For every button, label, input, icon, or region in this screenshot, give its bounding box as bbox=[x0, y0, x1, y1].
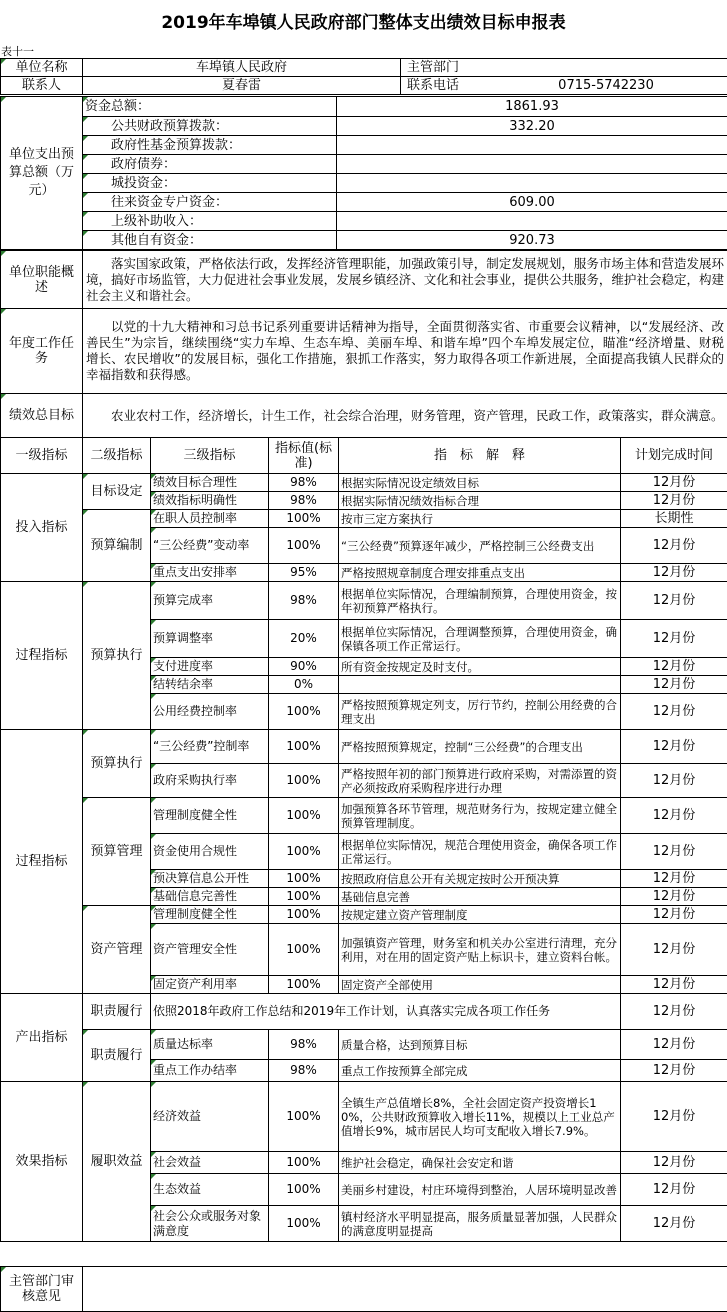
functions-label: 单位职能概述 bbox=[1, 251, 83, 309]
indicator-row bbox=[1, 1030, 727, 1060]
budget-row-label: 政府债券： bbox=[83, 155, 337, 174]
completion-time: 12月份 bbox=[621, 1152, 727, 1174]
level2-indicator: 目标设定 bbox=[83, 474, 151, 510]
indicator-row bbox=[1, 906, 727, 924]
budget-row-label: 上级补助收入： bbox=[83, 212, 337, 231]
level2-indicator: 职责履行 bbox=[83, 994, 151, 1030]
indicator-explanation: 重点工作按预算全部完成 bbox=[339, 1060, 621, 1082]
completion-time: 12月份 bbox=[621, 870, 727, 888]
indicator-value: 100% bbox=[269, 1082, 339, 1152]
indicator-value: 20% bbox=[269, 620, 339, 658]
budget-row-value bbox=[337, 155, 727, 174]
indicator-table bbox=[0, 437, 727, 1242]
indicator-value: 100% bbox=[269, 834, 339, 870]
indicator-value: 100% bbox=[269, 924, 339, 976]
completion-time: 12月份 bbox=[621, 764, 727, 798]
completion-time: 12月份 bbox=[621, 582, 727, 620]
completion-time: 12月份 bbox=[621, 730, 727, 764]
indicator-value: 98% bbox=[269, 492, 339, 510]
indicator-explanation: 严格按照规章制度合理安排重点支出 bbox=[339, 564, 621, 582]
indicator-explanation: 维护社会稳定，确保社会安定和谐 bbox=[339, 1152, 621, 1174]
phone-value: 0715-5742230 bbox=[558, 78, 654, 93]
indicator-explanation: 按规定建立资产管理制度 bbox=[339, 906, 621, 924]
level2-indicator: 预算管理 bbox=[83, 798, 151, 906]
budget-row-value bbox=[337, 136, 727, 155]
indicator-explanation: 所有资金按规定及时支付。 bbox=[339, 658, 621, 676]
level1-indicator: 效果指标 bbox=[1, 1082, 83, 1242]
indicator-value: 0% bbox=[269, 676, 339, 694]
indicator-explanation: 加强预算各环节管理，规范财务行为，按规定建立健全预算管理制度。 bbox=[339, 798, 621, 834]
indicator-value: 100% bbox=[269, 1206, 339, 1242]
indicator-explanation: 严格按照年初的部门预算进行政府采购，对需添置的资产必须按政府采购程序进行办理 bbox=[339, 764, 621, 798]
indicator-explanation: 固定资产全部使用 bbox=[339, 976, 621, 994]
tasks-text: 以党的十九大精神和习总书记系列重要讲话精神为指导，全面贯彻落实省、市重要会议精神，以“发展经济、改善民生”为宗旨，继续围绕“实力车埠、生态车埠、美丽车埠、和谐车埠”四个车埠发展定位，瞄准“经济增量、财税增长、农民增收”的发展目标，强化工作措施，狠抓工作落实，努力取得各项工作新进展，全面提高我镇人民群众的幸福指数和获得感。 bbox=[83, 309, 727, 394]
completion-time: 12月份 bbox=[621, 1082, 727, 1152]
contact-label: 联系人 bbox=[1, 77, 83, 95]
info-table bbox=[0, 58, 727, 95]
completion-time: 12月份 bbox=[621, 474, 727, 492]
budget-row-label: 公共财政预算拨款： bbox=[83, 117, 337, 136]
indicator-value: 100% bbox=[269, 976, 339, 994]
level3-indicator: 结转结余率 bbox=[151, 676, 269, 694]
budget-row-value: 920.73 bbox=[337, 231, 727, 250]
indicator-value: 90% bbox=[269, 658, 339, 676]
completion-time: 12月份 bbox=[621, 994, 727, 1030]
indicator-value: 100% bbox=[269, 906, 339, 924]
indicator-explanation: 质量合格，达到预算目标 bbox=[339, 1030, 621, 1060]
functions-text: 落实国家政策，严格依法行政，发挥经济管理职能，加强政策引导，制定发展规划，服务市场主体和营造发展环境，搞好市场监管，大力促进社会事业发展，发展乡镇经济、文化和社会事业，提供公共服务，维护社会稳定，构建社会主义和谐社会。 bbox=[83, 251, 727, 309]
indicator-value: 95% bbox=[269, 564, 339, 582]
completion-time: 12月份 bbox=[621, 1206, 727, 1242]
indicator-row bbox=[1, 798, 727, 834]
level3-indicator: 重点工作办结率 bbox=[151, 1060, 269, 1082]
level3-indicator: 预算调整率 bbox=[151, 620, 269, 658]
level3-indicator: 质量达标率 bbox=[151, 1030, 269, 1060]
tasks-label: 年度工作任务 bbox=[1, 309, 83, 394]
merged-indicator-text: 依照2018年政府工作总结和2019年工作计划，认真落实完成各项工作任务 bbox=[151, 994, 621, 1030]
indicator-row bbox=[1, 730, 727, 764]
budget-row-label: 资金总额： bbox=[83, 97, 337, 117]
level3-indicator: 绩效指标明确性 bbox=[151, 492, 269, 510]
budget-row-value bbox=[337, 212, 727, 231]
review-label: 主管部门审核意见 bbox=[1, 1267, 83, 1312]
level3-indicator: 资产管理安全性 bbox=[151, 924, 269, 976]
level2-indicator: 职责履行 bbox=[83, 1030, 151, 1082]
budget-row-value: 1861.93 bbox=[337, 97, 727, 117]
indicator-value: 100% bbox=[269, 870, 339, 888]
header-level2: 二级指标 bbox=[83, 438, 151, 474]
level3-indicator: 管理制度健全性 bbox=[151, 798, 269, 834]
completion-time: 12月份 bbox=[621, 492, 727, 510]
level2-indicator: 预算执行 bbox=[83, 582, 151, 730]
budget-row-label: 往来资金专户资金： bbox=[83, 193, 337, 212]
unit-name-value: 车埠镇人民政府 bbox=[83, 59, 401, 77]
header-explanation: 指 标 解 释 bbox=[339, 438, 621, 474]
indicator-value: 100% bbox=[269, 1174, 339, 1206]
completion-time: 12月份 bbox=[621, 1174, 727, 1206]
level3-indicator: 支付进度率 bbox=[151, 658, 269, 676]
completion-time: 12月份 bbox=[621, 676, 727, 694]
indicator-value: 100% bbox=[269, 694, 339, 730]
indicator-explanation: 根据实际情况绩效指标合理 bbox=[339, 492, 621, 510]
completion-time: 12月份 bbox=[621, 694, 727, 730]
indicator-explanation: 根据单位实际情况，规范合理使用资金，确保各项工作正常运行。 bbox=[339, 834, 621, 870]
indicator-value: 98% bbox=[269, 1060, 339, 1082]
completion-time: 12月份 bbox=[621, 888, 727, 906]
level3-indicator: “三公经费”控制率 bbox=[151, 730, 269, 764]
header-level3: 三级指标 bbox=[151, 438, 269, 474]
header-level1: 一级指标 bbox=[1, 438, 83, 474]
indicator-explanation: 严格按照预算规定，控制“三公经费”的合理支出 bbox=[339, 730, 621, 764]
indicator-explanation: 按市三定方案执行 bbox=[339, 510, 621, 528]
completion-time: 12月份 bbox=[621, 1030, 727, 1060]
indicator-value: 100% bbox=[269, 730, 339, 764]
level2-indicator: 资产管理 bbox=[83, 906, 151, 994]
level1-indicator: 投入指标 bbox=[1, 474, 83, 582]
completion-time: 12月份 bbox=[621, 620, 727, 658]
indicator-value: 100% bbox=[269, 510, 339, 528]
level3-indicator: 重点支出安排率 bbox=[151, 564, 269, 582]
level3-indicator: 管理制度健全性 bbox=[151, 906, 269, 924]
level3-indicator: 固定资产利用率 bbox=[151, 976, 269, 994]
indicator-explanation: 美丽乡村建设，村庄环境得到整治，人居环境明显改善 bbox=[339, 1174, 621, 1206]
indicator-explanation: “三公经费”预算逐年减少，严格控制三公经费支出 bbox=[339, 528, 621, 564]
level3-indicator: 基础信息完善性 bbox=[151, 888, 269, 906]
report-title: 2019年车埠镇人民政府部门整体支出绩效目标申报表 bbox=[161, 13, 566, 33]
dept-label: 主管部门 bbox=[407, 60, 460, 75]
indicator-row bbox=[1, 582, 727, 620]
indicator-explanation: 加强镇资产管理，财务室和机关办公室进行清理，充分利用，对在用的固定资产贴上标识卡，建立资料台帐。 bbox=[339, 924, 621, 976]
indicator-explanation: 根据实际情况设定绩效目标 bbox=[339, 474, 621, 492]
indicator-value: 100% bbox=[269, 764, 339, 798]
level1-indicator: 产出指标 bbox=[1, 994, 83, 1082]
completion-time: 12月份 bbox=[621, 906, 727, 924]
budget-row-label: 城投资金： bbox=[83, 174, 337, 193]
table-number: 表十一 bbox=[1, 45, 34, 58]
level1-indicator: 过程指标 bbox=[1, 730, 83, 994]
indicator-explanation: 根据单位实际情况，合理编制预算，合理使用资金，按年初预算严格执行。 bbox=[339, 582, 621, 620]
level3-indicator: 预算完成率 bbox=[151, 582, 269, 620]
narrative-table bbox=[0, 250, 727, 438]
indicator-value: 100% bbox=[269, 528, 339, 564]
budget-row-value bbox=[337, 174, 727, 193]
header-value: 指标值(标准) bbox=[269, 438, 339, 474]
level3-indicator: 社会效益 bbox=[151, 1152, 269, 1174]
unit-name-label: 单位名称 bbox=[1, 59, 83, 77]
contact-value: 夏春雷 bbox=[83, 77, 401, 95]
budget-row-label: 政府性基金预算拨款： bbox=[83, 136, 337, 155]
indicator-value: 98% bbox=[269, 474, 339, 492]
completion-time: 12月份 bbox=[621, 1060, 727, 1082]
level3-indicator: 社会公众或服务对象满意度 bbox=[151, 1206, 269, 1242]
level3-indicator: “三公经费”变动率 bbox=[151, 528, 269, 564]
indicator-explanation bbox=[339, 676, 621, 694]
header-time: 计划完成时间 bbox=[621, 438, 727, 474]
indicator-row bbox=[1, 510, 727, 528]
indicator-value: 100% bbox=[269, 798, 339, 834]
review-text bbox=[83, 1267, 727, 1312]
budget-row-label: 其他自有资金： bbox=[83, 231, 337, 250]
phone-label: 联系电话 bbox=[407, 78, 460, 93]
indicator-value: 100% bbox=[269, 888, 339, 906]
level3-indicator: 绩效目标合理性 bbox=[151, 474, 269, 492]
level3-indicator: 经济效益 bbox=[151, 1082, 269, 1152]
budget-row-value: 609.00 bbox=[337, 193, 727, 212]
completion-time: 长期性 bbox=[621, 510, 727, 528]
indicator-explanation: 镇村经济水平明显提高，服务质量显著加强，人民群众的满意度明显提高 bbox=[339, 1206, 621, 1242]
completion-time: 12月份 bbox=[621, 924, 727, 976]
budget-table bbox=[0, 96, 727, 250]
level3-indicator: 在职人员控制率 bbox=[151, 510, 269, 528]
level3-indicator: 公用经费控制率 bbox=[151, 694, 269, 730]
level2-indicator: 预算执行 bbox=[83, 730, 151, 798]
indicator-value: 100% bbox=[269, 1152, 339, 1174]
completion-time: 12月份 bbox=[621, 658, 727, 676]
indicator-explanation: 严格按照预算规定列支，厉行节约，控制公用经费的合理支出 bbox=[339, 694, 621, 730]
level3-indicator: 政府采购执行率 bbox=[151, 764, 269, 798]
completion-time: 12月份 bbox=[621, 528, 727, 564]
completion-time: 12月份 bbox=[621, 564, 727, 582]
completion-time: 12月份 bbox=[621, 798, 727, 834]
level2-indicator: 履职效益 bbox=[83, 1082, 151, 1242]
completion-time: 12月份 bbox=[621, 976, 727, 994]
level3-indicator: 资金使用合规性 bbox=[151, 834, 269, 870]
indicator-value: 98% bbox=[269, 1030, 339, 1060]
overall-goal-label: 绩效总目标 bbox=[1, 394, 83, 438]
level3-indicator: 预决算信息公开性 bbox=[151, 870, 269, 888]
indicator-explanation: 按照政府信息公开有关规定按时公开预决算 bbox=[339, 870, 621, 888]
indicator-row bbox=[1, 474, 727, 492]
indicator-explanation: 根据单位实际情况，合理调整预算，合理使用资金，确保镇各项工作正常运行。 bbox=[339, 620, 621, 658]
indicator-explanation: 基础信息完善 bbox=[339, 888, 621, 906]
completion-time: 12月份 bbox=[621, 834, 727, 870]
level3-indicator: 生态效益 bbox=[151, 1174, 269, 1206]
budget-total-label: 单位支出预算总额（万元） bbox=[1, 97, 83, 250]
indicator-value: 98% bbox=[269, 582, 339, 620]
indicator-row bbox=[1, 1082, 727, 1152]
indicator-explanation: 全镇生产总值增长8%，全社会固定资产投资增长10%，公共财政预算收入增长11%，规模以上工业总产值增长9%，城市居民人均可支配收入增长7.9%。 bbox=[339, 1082, 621, 1152]
budget-row-value: 332.20 bbox=[337, 117, 727, 136]
review-table bbox=[0, 1266, 727, 1312]
overall-goal-text: 农业农村工作，经济增长，计生工作，社会综合治理，财务管理，资产管理，民政工作，政策落实，群众满意。 bbox=[83, 394, 727, 438]
level1-indicator: 过程指标 bbox=[1, 582, 83, 730]
level2-indicator: 预算编制 bbox=[83, 510, 151, 582]
